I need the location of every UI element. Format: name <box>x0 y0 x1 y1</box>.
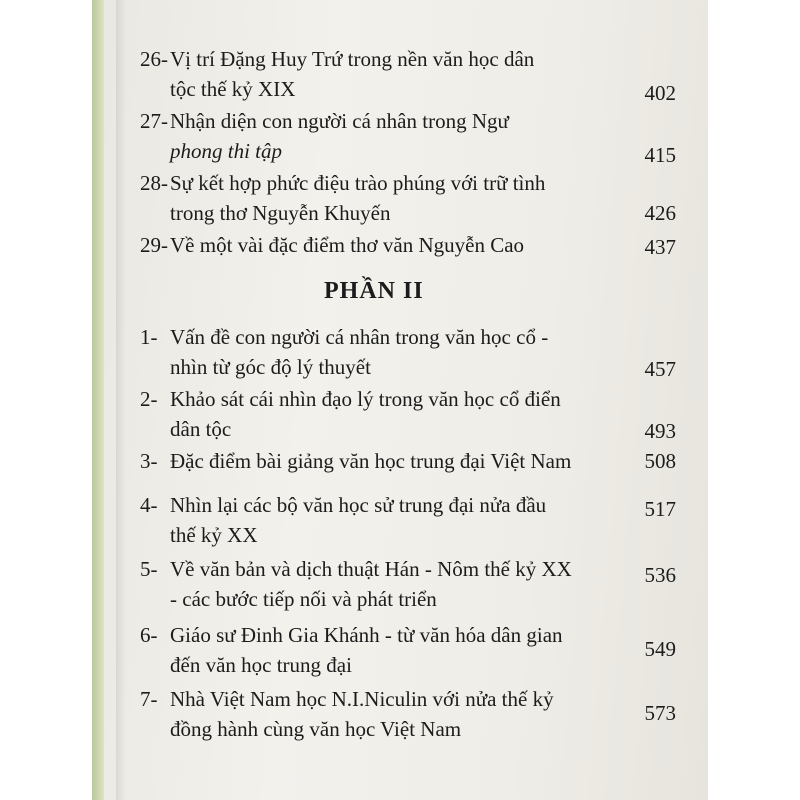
entry-number: 3- <box>140 449 158 473</box>
entry-number: 7- <box>140 687 158 711</box>
entry-title: Nhận diện con người cá nhân trong Ngư phong thi tập <box>170 109 509 163</box>
entry-page-number: 536 <box>644 563 676 587</box>
entry-number: 2- <box>140 387 158 411</box>
entry-page-number: 437 <box>644 235 676 259</box>
book-photo <box>92 0 708 800</box>
section-heading: PHẦN II <box>324 278 424 304</box>
entry-page-number: 508 <box>644 449 676 473</box>
entry-title: Sự kết hợp phức điệu trào phúng với trữ tình trong thơ Nguyễn Khuyến <box>170 171 546 225</box>
entry-number: 28- <box>140 171 168 195</box>
entry-title: Đặc điểm bài giảng văn học trung đại Việt Nam <box>170 449 572 473</box>
entry-title: Về văn bản và dịch thuật Hán - Nôm thế kỷ XX - các bước tiếp nối và phát triển <box>170 557 572 611</box>
entry-title: Về một vài đặc điểm thơ văn Nguyễn Cao <box>170 233 525 257</box>
entry-page-number: 517 <box>644 497 676 521</box>
entry-number: 29- <box>140 233 168 257</box>
entry-number: 26- <box>140 47 168 71</box>
entry-page-number: 493 <box>644 419 676 443</box>
entry-number: 5- <box>140 557 158 581</box>
entry-number: 4- <box>140 493 158 517</box>
entry-page-number: 549 <box>644 637 676 661</box>
spine-shadow <box>116 0 126 800</box>
entry-page-number: 426 <box>644 201 676 225</box>
entry-number: 1- <box>140 325 158 349</box>
entry-title: Vấn đề con người cá nhân trong văn học cổ - nhìn từ góc độ lý thuyết <box>170 325 549 379</box>
entry-title: Giáo sư Đinh Gia Khánh - từ văn hóa dân gian đến văn học trung đại <box>170 623 563 677</box>
entry-number: 27- <box>140 109 168 133</box>
entry-page-number: 415 <box>644 143 676 167</box>
entry-title: Nhà Việt Nam học N.I.Niculin với nửa thế kỷ đồng hành cùng văn học Việt Nam <box>170 687 554 741</box>
entry-page-number: 573 <box>644 701 676 725</box>
book-page <box>104 0 708 800</box>
entry-page-number: 402 <box>644 81 676 105</box>
entry-title: Nhìn lại các bộ văn học sử trung đại nửa đầu thế kỷ XX <box>170 493 547 547</box>
entry-page-number: 457 <box>644 357 676 381</box>
entry-title: Khảo sát cái nhìn đạo lý trong văn học cổ điển dân tộc <box>170 387 561 441</box>
entry-number: 6- <box>140 623 158 647</box>
entry-title: Vị trí Đặng Huy Trứ trong nền văn học dân tộc thế kỷ XIX <box>170 47 535 101</box>
